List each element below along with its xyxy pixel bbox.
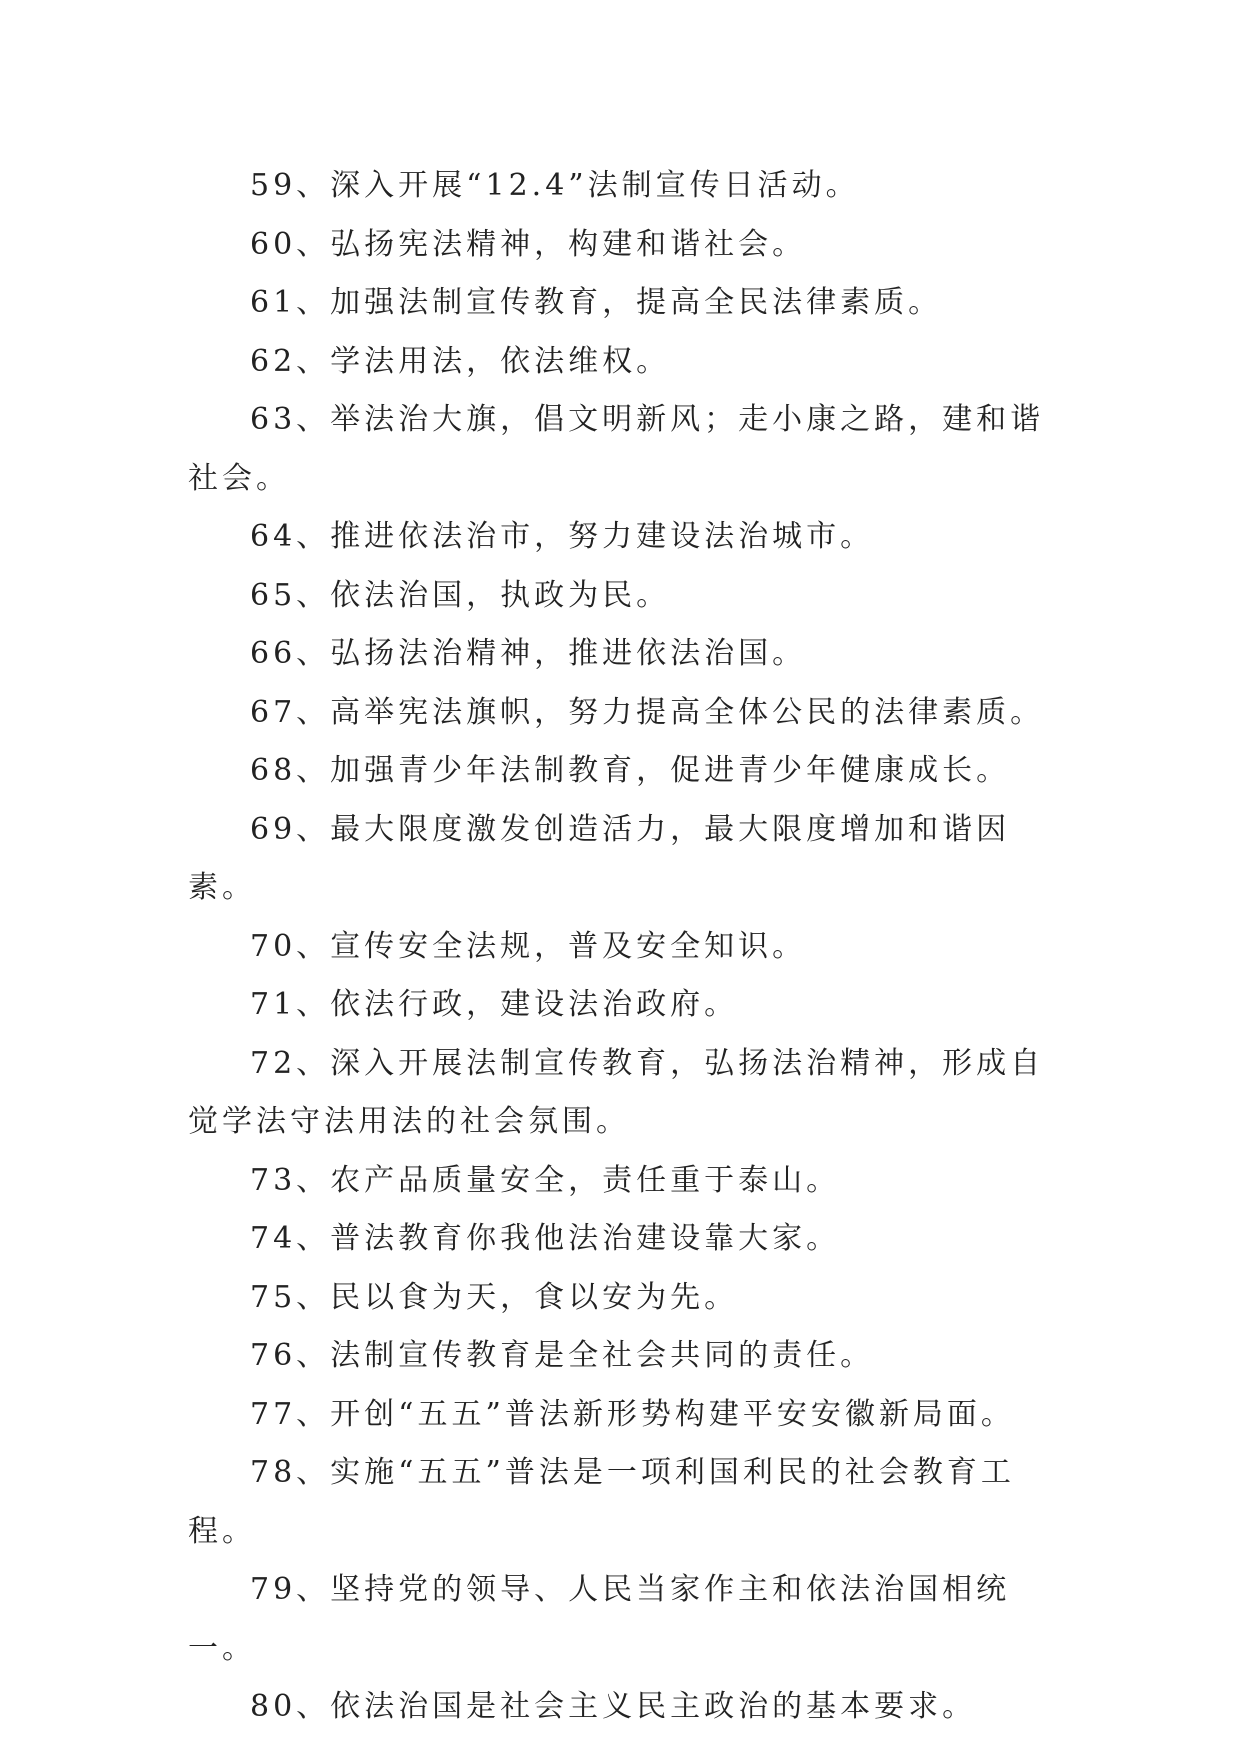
list-item: 65、依法治国，执政为民。 [250, 577, 671, 613]
list-item: 70、宣传安全法规，普及安全知识。 [250, 928, 807, 964]
list-item: 74、普法教育你我他法治建设靠大家。 [250, 1221, 841, 1256]
list-item: 80、依法治国是社会主义民主政治的基本要求。 [250, 1689, 977, 1724]
list-item: 69、最大限度激发创造活力，最大限度增加和谐因素。 [188, 811, 1011, 905]
list-item: 78、实施“五五”普法是一项利国利民的社会教育工程。 [188, 1455, 1015, 1549]
list-item: 76、法制宣传教育是全社会共同的责任。 [250, 1338, 875, 1373]
list-item: 64、推进依法治市，努力建设法治城市。 [250, 519, 875, 554]
list-item: 63、举法治大旗，倡文明新风；走小康之路，建和谐社会。 [188, 402, 1045, 496]
list-item: 77、开创“五五”普法新形势构建平安安徽新局面。 [250, 1396, 1015, 1432]
list-item: 62、学法用法，依法维权。 [250, 343, 671, 379]
list-item: 60、弘扬宪法精神，构建和谐社会。 [250, 226, 807, 262]
list-item: 68、加强青少年法制教育，促进青少年健康成长。 [250, 753, 1011, 788]
list-item: 79、坚持党的领导、人民当家作主和依法治国相统一。 [188, 1572, 1011, 1666]
list-item: 72、深入开展法制宣传教育，弘扬法治精神，形成自觉学法守法用法的社会氛围。 [188, 1045, 1045, 1139]
list-item: 75、民以食为天，食以安为先。 [250, 1279, 739, 1315]
list-item: 66、弘扬法治精神，推进依法治国。 [250, 636, 807, 671]
list-item: 73、农产品质量安全，责任重于泰山。 [250, 1162, 841, 1198]
list-item: 61、加强法制宣传教育，提高全民法律素质。 [250, 285, 943, 320]
document-body [188, 157, 1068, 1737]
list-item: 67、高举宪法旗帜，努力提高全体公民的法律素质。 [250, 694, 1045, 730]
list-item: 71、依法行政，建设法治政府。 [250, 987, 739, 1022]
list-item: 59、深入开展“12.4”法制宣传日活动。 [250, 168, 860, 203]
